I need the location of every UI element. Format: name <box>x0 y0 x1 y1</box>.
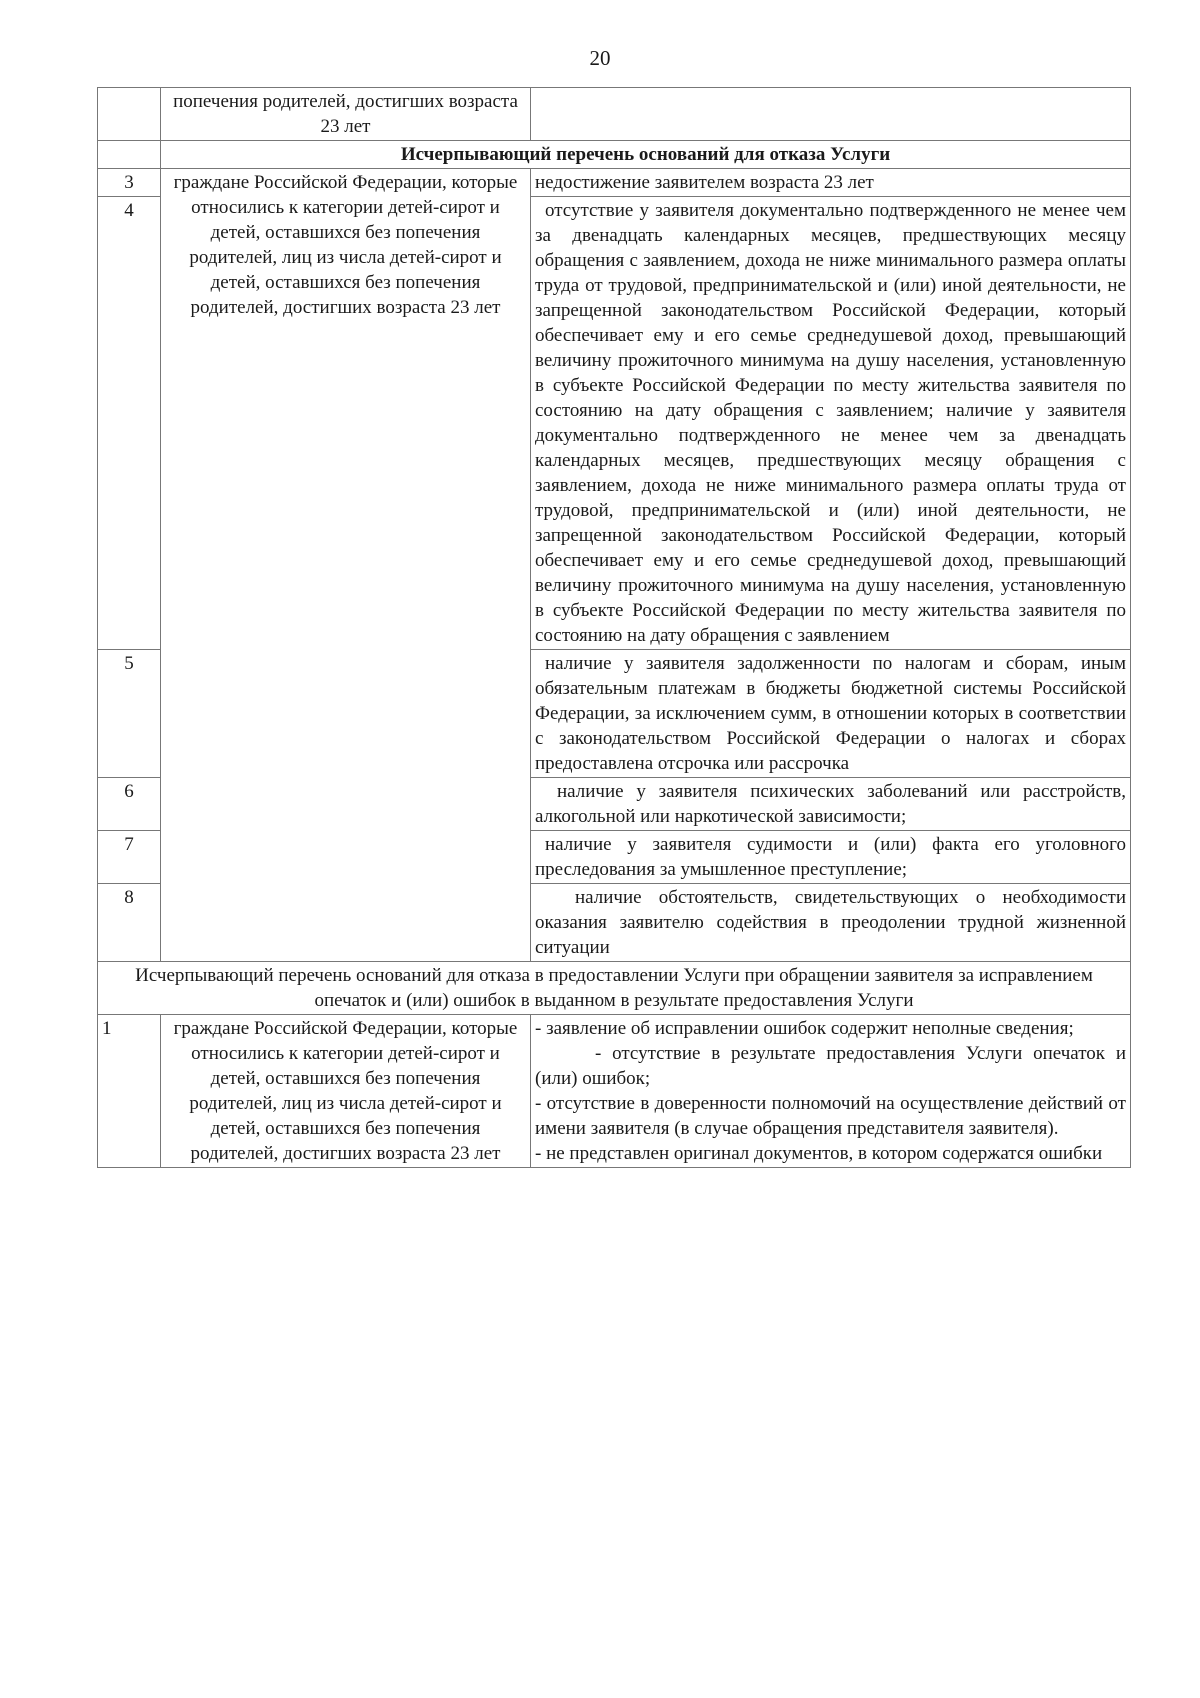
reason-item: - отсутствие в доверенности полномочий на осуществление действий от имени заявителя (в случае обращения представителя заявителя). <box>535 1093 1126 1139</box>
row-number: 4 <box>98 197 161 650</box>
reason-text: отсутствие у заявителя документально подтвержденного не менее чем за двенадцать календарных месяцев, предшествующих месяцу обращения с заявлением, дохода не ниже минимального размера оплаты труда от трудовой, предпринимательской и (или) иной деятельности, не запрещенной законодательством Российской Федерации, который обеспечивает ему и его семье среднедушевой доход, превышающий величину прожиточного минимума на душу населения, установленную в субъекте Российской Федерации по месту жительства заявителя по состоянию на дату обращения с заявлением; наличие у заявителя документально подтвержденного не менее чем за двенадцать календарных месяцев, предшествующих месяцу обращения с заявлением, дохода не ниже минимального размера оплаты труда от трудовой, предпринимательской и (или) иной деятельности, не запрещенной законодательством Российской Федерации, который обеспечивает ему и его семье среднедушевой доход, превышающий величину прожиточного минимума на душу населения, установленную в субъекте Российской Федерации по месту жительства заявителя по состоянию на дату обращения с заявлением <box>535 200 1126 646</box>
applicant-group-cell: граждане Российской Федерации, которые относились к категории детей-сирот и детей, оставшихся без попечения родителей, лиц из числа детей-сирот и детей, оставшихся без попечения родителей, достигших возраста 23 лет <box>161 1015 531 1168</box>
page-number: 20 <box>589 46 611 70</box>
section-heading-row <box>98 962 1131 1015</box>
reason-text: наличие обстоятельств, свидетельствующих о необходимости оказания заявителю содействия в преодолении трудной жизненной ситуации <box>535 887 1126 958</box>
reason-cell <box>531 650 1131 778</box>
reason-item: - не представлен оригинал документов, в котором содержатся ошибки <box>535 1143 1103 1164</box>
applicant-group-cell: попечения родителей, достигших возраста 23 лет <box>161 88 531 141</box>
grounds-table <box>97 87 1131 1168</box>
table-row <box>98 1015 1131 1168</box>
row-number: 5 <box>98 650 161 778</box>
reason-cell <box>531 88 1131 141</box>
row-number: 8 <box>98 884 161 962</box>
reason-text: наличие у заявителя судимости и (или) факта его уголовного преследования за умышленное преступление; <box>535 834 1126 880</box>
reason-item: - отсутствие в результате предоставления Услуги опечаток и (или) ошибок; <box>535 1043 1126 1089</box>
reason-cell <box>531 884 1131 962</box>
reason-cell <box>531 778 1131 831</box>
section-heading-row <box>98 141 1131 169</box>
row-number: 3 <box>98 169 161 197</box>
reason-cell <box>531 831 1131 884</box>
row-number: 7 <box>98 831 161 884</box>
reason-item: - заявление об исправлении ошибок содержит неполные сведения; <box>535 1018 1074 1039</box>
reason-text: наличие у заявителя психических заболеваний или расстройств, алкогольной или наркотической зависимости; <box>535 781 1126 827</box>
table-row <box>98 169 1131 197</box>
reason-cell: недостижение заявителем возраста 23 лет <box>531 169 1131 197</box>
reason-text: наличие у заявителя задолженности по налогам и сборам, иным обязательным платежам в бюджеты бюджетной системы Российской Федерации, за исключением сумм, в отношении которых в соответствии с законодательством Российской Федерации о налогах и сборах предоставлена отсрочка или рассрочка <box>535 653 1126 774</box>
section-heading: Исчерпывающий перечень оснований для отказа Услуги <box>161 141 1131 169</box>
section-heading: Исчерпывающий перечень оснований для отказа в предоставлении Услуги при обращении заявителя за исправлением опечаток и (или) ошибок в выданном в результате предоставления Услуги <box>98 962 1131 1015</box>
table-row <box>98 88 1131 141</box>
applicant-group-cell: граждане Российской Федерации, которые относились к категории детей-сирот и детей, оставшихся без попечения родителей, лиц из числа детей-сирот и детей, оставшихся без попечения родителей, достигших возраста 23 лет <box>161 169 531 962</box>
empty-cell <box>98 141 161 169</box>
row-number-cell <box>98 88 161 141</box>
row-number: 1 <box>98 1015 161 1168</box>
reason-cell <box>531 1015 1131 1168</box>
reason-cell <box>531 197 1131 650</box>
row-number: 6 <box>98 778 161 831</box>
